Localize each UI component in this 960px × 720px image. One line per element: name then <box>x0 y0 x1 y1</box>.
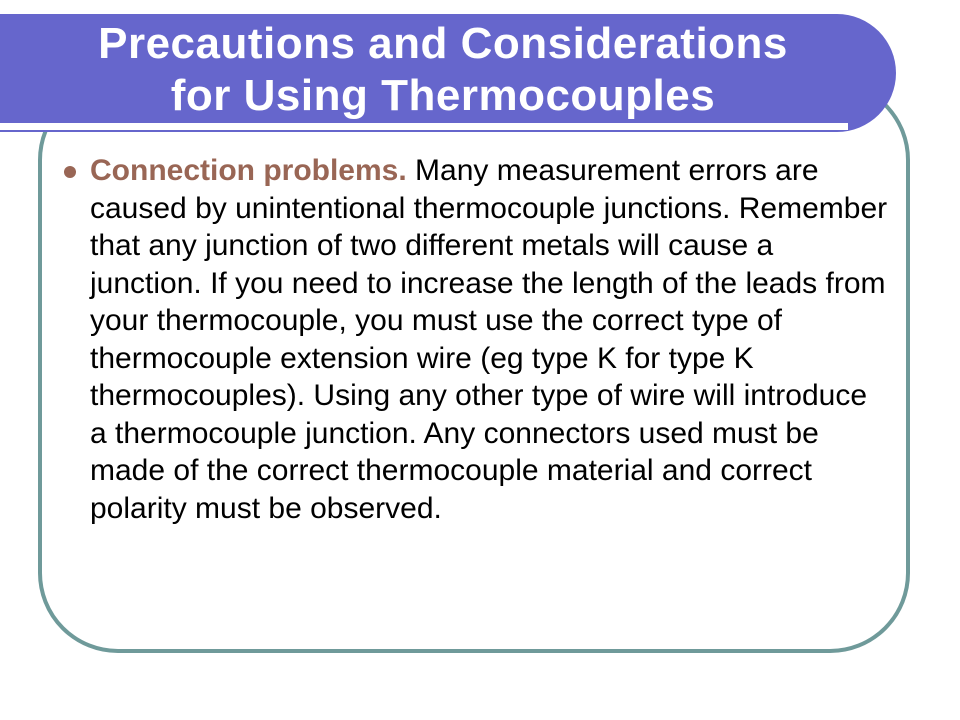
bullet-dot-icon <box>64 166 76 178</box>
slide-title <box>18 18 868 122</box>
bullet-body: Many measurement errors are caused by unintentional thermocouple junctions. Remember that any junction of two different metals will cause a junction. If you need to increase the length of the leads from your thermocouple, you must use the correct type of thermocouple extension wire (eg type K for type K thermocouples). Using any other type of wire will introduce a thermocouple junction. Any connectors used must be made of the correct thermocouple material and correct polarity must be observed. <box>90 154 888 525</box>
bullet-item <box>90 152 890 527</box>
slide-title-line-2: for Using Thermocouples <box>170 71 716 120</box>
bullet-lead-punct: . <box>398 154 407 187</box>
bullet-list <box>60 152 890 527</box>
slide-title-line-1: Precautions and Considerations <box>98 19 788 68</box>
bullet-lead: Connection problems <box>90 154 399 187</box>
title-underline <box>0 123 848 130</box>
